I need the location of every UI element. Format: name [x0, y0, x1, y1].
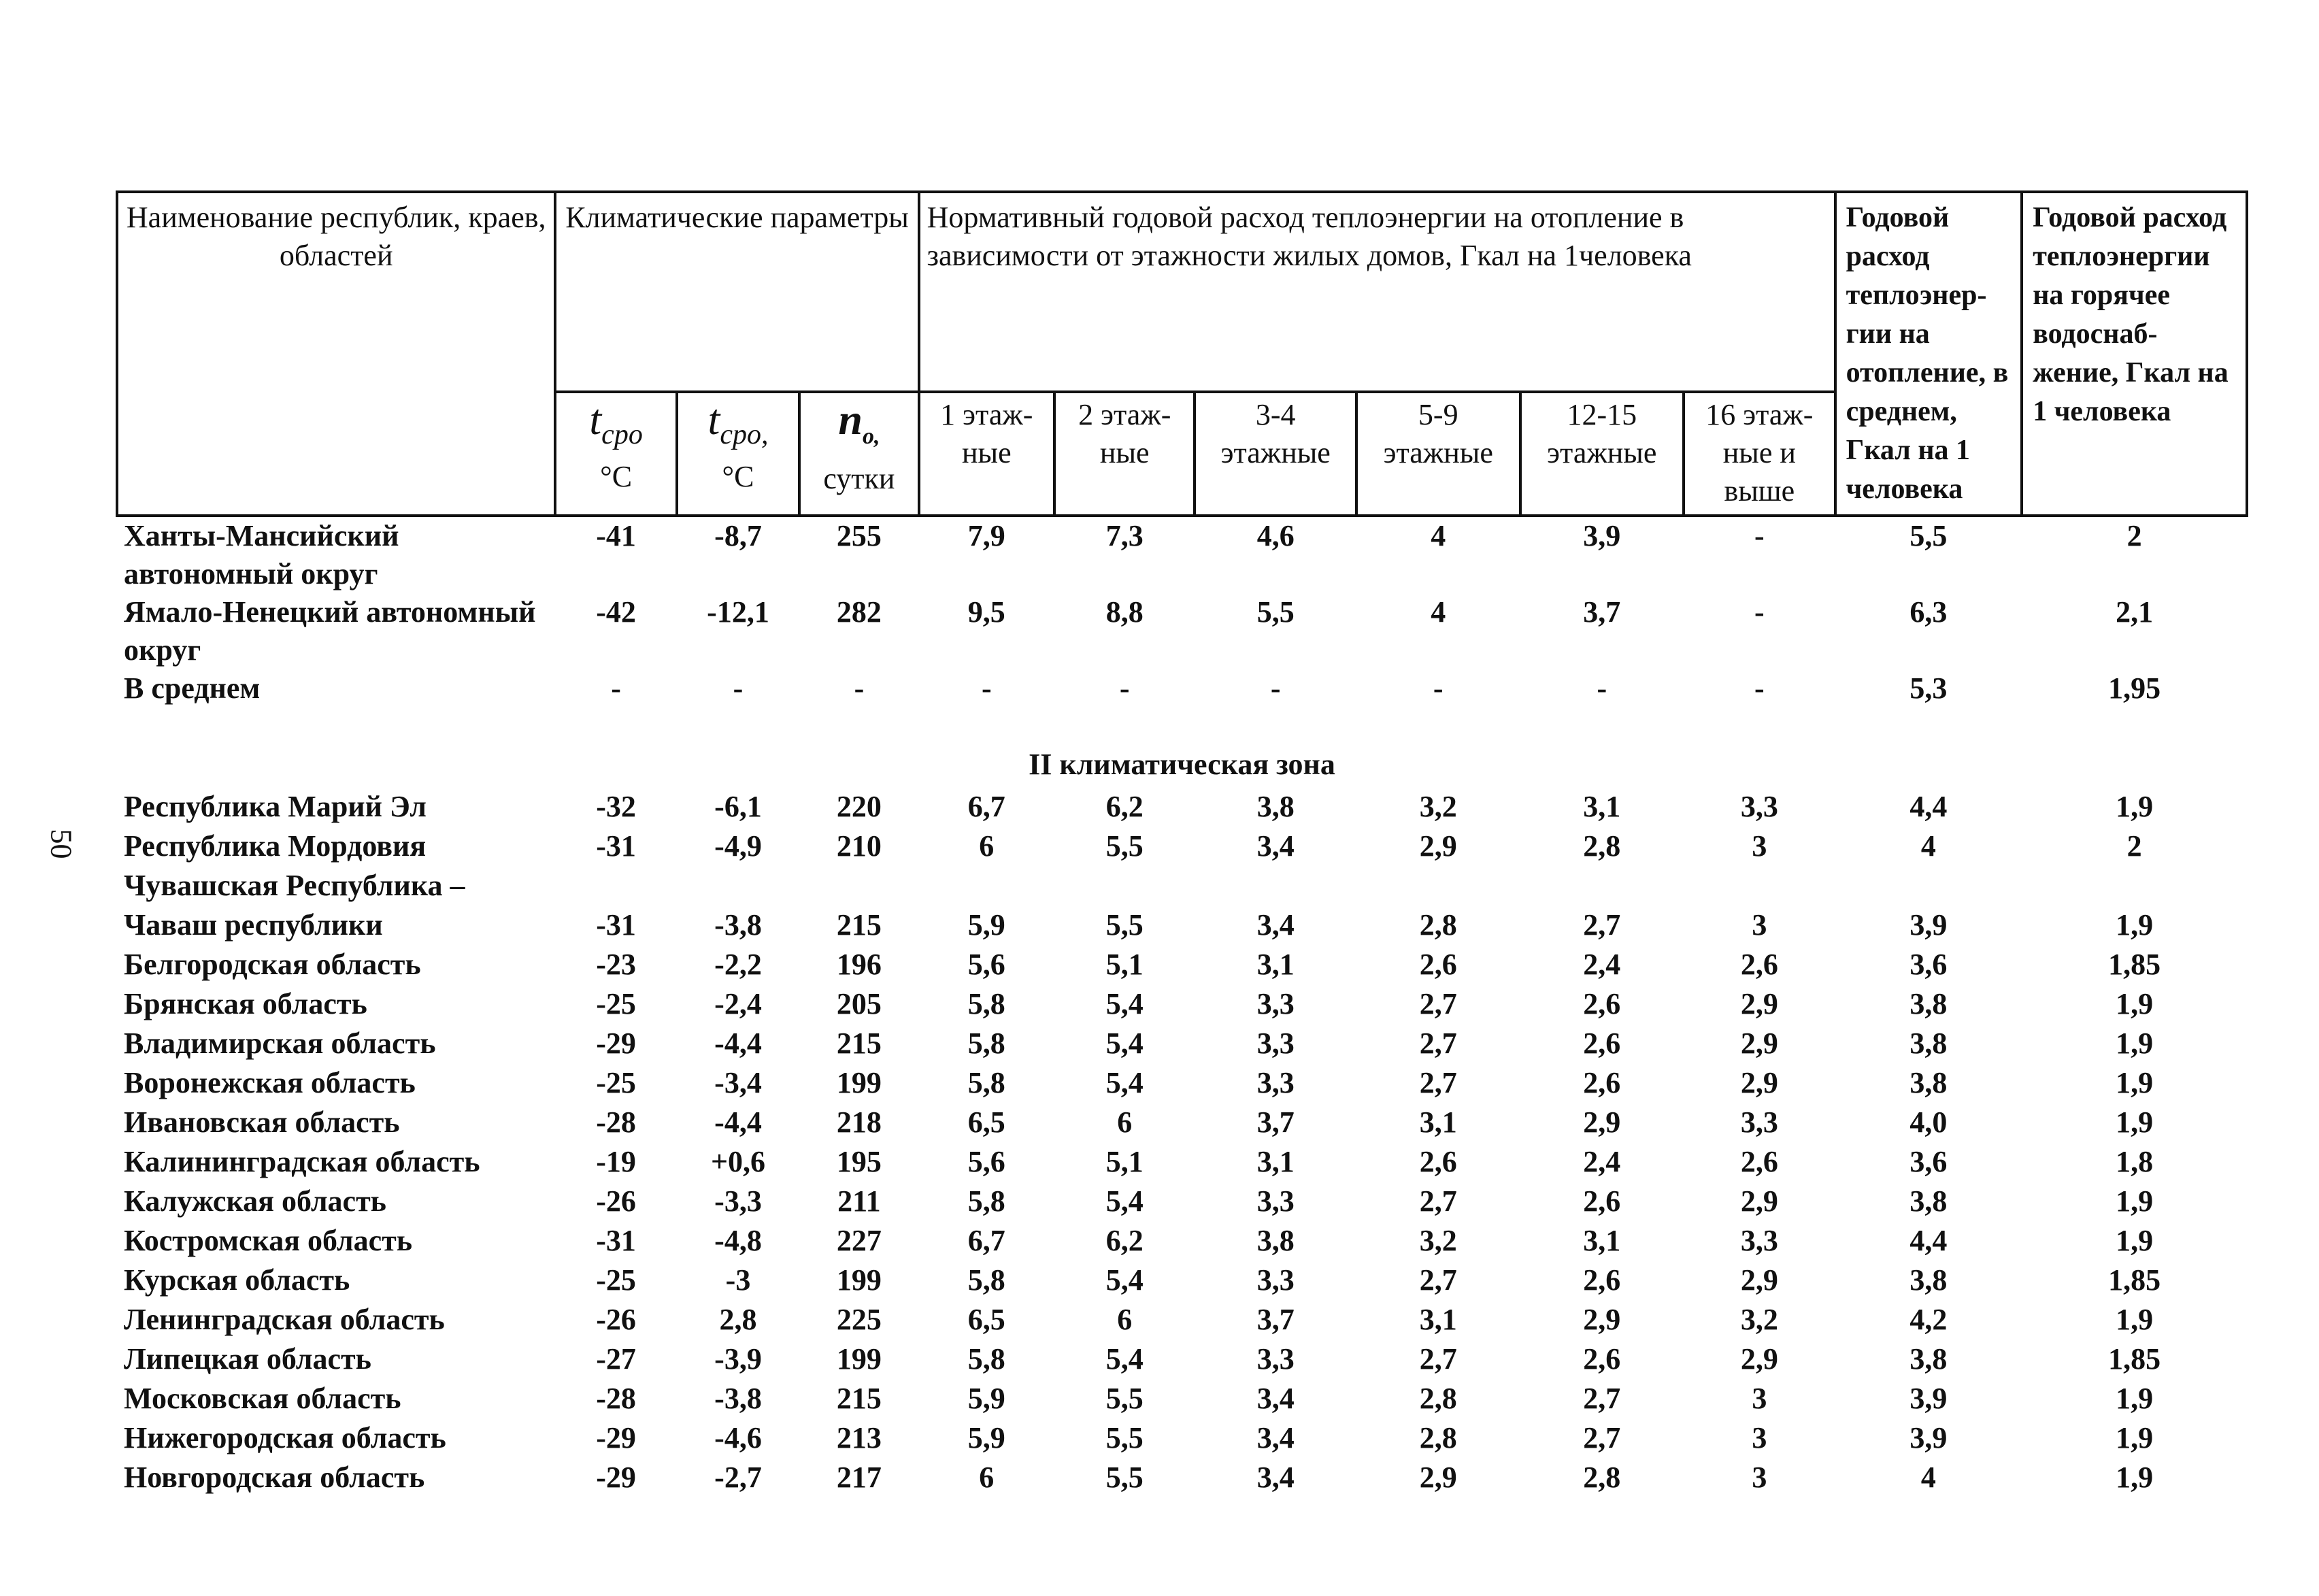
table-row	[117, 593, 2247, 669]
value-cell: 1,9	[2116, 1224, 2154, 1257]
value-cell: 2,8	[1419, 908, 1457, 942]
region-name: Брянская область	[124, 987, 367, 1020]
value-cell: -31	[596, 908, 636, 942]
table-body-top	[117, 516, 2247, 709]
value-cell: 2,7	[1419, 1263, 1457, 1297]
value-cell: 1,85	[2108, 1342, 2161, 1376]
value-cell: -	[1754, 595, 1765, 629]
value-cell: 3	[1752, 1382, 1767, 1415]
value-cell: 5,8	[967, 1027, 1005, 1060]
value-cell	[1520, 867, 1684, 906]
value-cell: 2,7	[1419, 1066, 1457, 1099]
value-cell: 199	[836, 1263, 882, 1297]
value-cell: -29	[596, 1421, 636, 1454]
value-cell: -	[611, 671, 621, 705]
value-cell: 3,9	[1909, 908, 1948, 942]
value-cell: 6,7	[967, 1224, 1005, 1257]
value-cell: -29	[596, 1461, 636, 1494]
table-row	[117, 985, 2247, 1025]
value-cell: -31	[596, 829, 636, 863]
region-name: Чувашская Республика –	[124, 869, 465, 902]
value-cell	[1054, 867, 1195, 906]
value-cell: 5,4	[1105, 987, 1144, 1020]
value-cell: 3,1	[1256, 948, 1295, 981]
value-cell: 5,5	[1105, 829, 1144, 863]
value-cell: 6,3	[1909, 595, 1948, 629]
value-cell: 2,7	[1583, 1421, 1621, 1454]
value-cell: 3,2	[1419, 1224, 1457, 1257]
table-row	[117, 1340, 2247, 1380]
value-cell: 3,4	[1256, 829, 1295, 863]
region-name: Ленинградская область	[124, 1303, 445, 1336]
table-row	[117, 1419, 2247, 1459]
value-cell: 4	[1920, 829, 1936, 863]
value-cell: 2,8	[1583, 1461, 1621, 1494]
table-row	[117, 946, 2247, 985]
value-cell: -12,1	[707, 595, 769, 629]
value-cell: 2,8	[1419, 1421, 1457, 1454]
value-cell: 6,2	[1105, 1224, 1144, 1257]
value-cell: 196	[836, 948, 882, 981]
value-cell: 2	[2126, 519, 2142, 552]
value-cell: -	[733, 671, 744, 705]
value-cell: 1,9	[2116, 790, 2154, 823]
value-cell: 282	[836, 595, 882, 629]
value-cell	[799, 867, 918, 906]
region-name: Ямало-Ненецкий автономный округ	[124, 595, 536, 667]
value-cell: 195	[836, 1145, 882, 1178]
region-name: Курская область	[124, 1263, 350, 1297]
region-name: Новгородская область	[124, 1461, 425, 1494]
value-cell: 217	[836, 1461, 882, 1494]
value-cell: 2,9	[1740, 1184, 1778, 1218]
value-cell: 3,3	[1256, 1342, 1295, 1376]
table-row	[117, 1143, 2247, 1182]
value-cell: -	[854, 671, 865, 705]
value-cell: -	[1270, 671, 1281, 705]
value-cell: 3,2	[1740, 1303, 1778, 1336]
value-cell: 1,95	[2108, 671, 2161, 705]
value-cell: 3,2	[1419, 790, 1457, 823]
table-row	[117, 669, 2247, 709]
value-cell: -27	[596, 1342, 636, 1376]
value-cell: -19	[596, 1145, 636, 1178]
table-row	[117, 1064, 2247, 1103]
value-cell: 2,6	[1583, 1263, 1621, 1297]
value-cell: 5,5	[1105, 1461, 1144, 1494]
value-cell: -2,4	[714, 987, 762, 1020]
value-cell: 1,9	[2116, 987, 2154, 1020]
value-cell: 8,8	[1105, 595, 1144, 629]
value-cell: 211	[837, 1184, 881, 1218]
value-cell: 6	[1117, 1303, 1133, 1336]
table-row	[117, 1222, 2247, 1261]
value-cell: 225	[836, 1303, 882, 1336]
value-cell	[555, 867, 676, 906]
value-cell: 3,3	[1256, 1184, 1295, 1218]
value-cell: 4	[1431, 519, 1446, 552]
value-cell: 199	[836, 1342, 882, 1376]
value-cell: 5,5	[1105, 908, 1144, 942]
value-cell: 2,9	[1740, 1027, 1778, 1060]
value-cell: 3,9	[1909, 1382, 1948, 1415]
value-cell: 2,9	[1740, 1342, 1778, 1376]
value-cell: 5,8	[967, 1263, 1005, 1297]
value-cell: -6,1	[714, 790, 762, 823]
header-floors-5-9: 5-9 этажные	[1356, 392, 1520, 516]
region-name: Калининградская область	[124, 1145, 480, 1178]
page-number: 50	[44, 829, 78, 859]
value-cell: 2,9	[1740, 987, 1778, 1020]
value-cell: -2,7	[714, 1461, 762, 1494]
value-cell: 5,8	[967, 987, 1005, 1020]
value-cell: 205	[836, 987, 882, 1020]
value-cell: 210	[836, 829, 882, 863]
value-cell: 5,5	[1909, 519, 1948, 552]
header-floors-3-4: 3-4 этажные	[1195, 392, 1356, 516]
value-cell: 4,0	[1909, 1105, 1948, 1139]
value-cell: 215	[836, 1027, 882, 1060]
value-cell: -8,7	[714, 519, 762, 552]
header-avg-heating: Годовой расход теплоэнер-гии на отопление, в среднем, Гкал на 1 человека	[1835, 192, 2022, 516]
table-row	[117, 1459, 2247, 1498]
value-cell: -3,8	[714, 908, 762, 942]
value-cell: 2,6	[1583, 1184, 1621, 1218]
value-cell: 2,9	[1419, 829, 1457, 863]
value-cell: 5,9	[967, 1382, 1005, 1415]
value-cell: 3,4	[1256, 908, 1295, 942]
region-name: Ивановская область	[124, 1105, 400, 1139]
value-cell: 2,9	[1740, 1263, 1778, 1297]
region-name: Чаваш республики	[124, 908, 383, 942]
value-cell: 3,3	[1740, 1105, 1778, 1139]
value-cell: 3,7	[1583, 595, 1621, 629]
value-cell: 1,85	[2108, 1263, 2161, 1297]
table-row	[117, 827, 2247, 867]
value-cell	[1195, 867, 1356, 906]
value-cell: 2	[2126, 829, 2142, 863]
value-cell: 1,85	[2108, 948, 2161, 981]
value-cell: 5,3	[1909, 671, 1948, 705]
value-cell: 2,7	[1419, 1342, 1457, 1376]
region-name: Белгородская область	[124, 948, 421, 981]
header-t-avg-1: $t_{cpo}$ °C	[555, 392, 676, 516]
value-cell: 3,6	[1909, 1145, 1948, 1178]
value-cell: 1,9	[2116, 1303, 2154, 1336]
value-cell: 255	[836, 519, 882, 552]
value-cell: 1,9	[2116, 1461, 2154, 1494]
value-cell: 5,5	[1105, 1421, 1144, 1454]
value-cell: 1,9	[2116, 1105, 2154, 1139]
value-cell: 3,3	[1740, 790, 1778, 823]
value-cell: -4,8	[714, 1224, 762, 1257]
value-cell: 215	[836, 1382, 882, 1415]
table-header	[117, 192, 2247, 516]
table-row	[117, 1261, 2247, 1301]
value-cell: 3,9	[1583, 519, 1621, 552]
value-cell: 2,7	[1583, 908, 1621, 942]
value-cell: 3	[1752, 908, 1767, 942]
value-cell: -	[1754, 519, 1765, 552]
value-cell: -3,8	[714, 1382, 762, 1415]
value-cell: 6,5	[967, 1105, 1005, 1139]
value-cell: -	[981, 671, 992, 705]
value-cell: 3	[1752, 1421, 1767, 1454]
value-cell: 220	[836, 790, 882, 823]
table-row	[117, 516, 2247, 593]
value-cell: 3	[1752, 1461, 1767, 1494]
value-cell: 2,4	[1583, 1145, 1621, 1178]
value-cell: 5,9	[967, 908, 1005, 942]
region-name: Московская область	[124, 1382, 401, 1415]
value-cell: 1,9	[2116, 908, 2154, 942]
value-cell: 3,4	[1256, 1421, 1295, 1454]
value-cell: -	[1119, 671, 1130, 705]
header-floors-1: 1 этаж-ные	[919, 392, 1054, 516]
value-cell: -25	[596, 1263, 636, 1297]
value-cell: 3,8	[1256, 1224, 1295, 1257]
value-cell: 2,6	[1583, 987, 1621, 1020]
value-cell: 3,4	[1256, 1382, 1295, 1415]
region-name: Ханты-Мансийский автономный округ	[124, 519, 399, 591]
value-cell: -2,2	[714, 948, 762, 981]
value-cell: 5,8	[967, 1184, 1005, 1218]
value-cell: 2,7	[1419, 1184, 1457, 1218]
value-cell: 6,5	[967, 1303, 1005, 1336]
value-cell: 4,4	[1909, 1224, 1948, 1257]
region-name: Республика Мордовия	[124, 829, 427, 863]
value-cell: 2,1	[2116, 595, 2154, 629]
region-name: Липецкая область	[124, 1342, 371, 1376]
value-cell: 2,7	[1583, 1382, 1621, 1415]
value-cell: 5,9	[967, 1421, 1005, 1454]
header-t-avg-2: $t_{cpo,}$ °C	[677, 392, 799, 516]
value-cell: 5,6	[967, 948, 1005, 981]
value-cell: 199	[836, 1066, 882, 1099]
zone-heading-group	[117, 709, 2247, 788]
value-cell: 4	[1920, 1461, 1936, 1494]
value-cell: 2,6	[1583, 1066, 1621, 1099]
value-cell: 5,5	[1105, 1382, 1144, 1415]
value-cell: 3,8	[1256, 790, 1295, 823]
value-cell: 3,3	[1256, 1263, 1295, 1297]
value-cell: 5,4	[1105, 1027, 1144, 1060]
value-cell: 4,6	[1256, 519, 1295, 552]
header-heating-norm: Нормативный годовой расход теплоэнергии на отопление в зависимости от этажности жилых домов, Гкал на 1человека	[919, 192, 1835, 392]
value-cell: 5,5	[1256, 595, 1295, 629]
value-cell: -3,3	[714, 1184, 762, 1218]
value-cell: 2,6	[1740, 1145, 1778, 1178]
header-floors-12-15: 12-15 этажные	[1520, 392, 1684, 516]
value-cell: -23	[596, 948, 636, 981]
value-cell: 3,8	[1909, 1027, 1948, 1060]
value-cell: -28	[596, 1382, 636, 1415]
value-cell: 3,7	[1256, 1303, 1295, 1336]
value-cell: 1,9	[2116, 1184, 2154, 1218]
value-cell	[677, 867, 799, 906]
value-cell: 2,6	[1583, 1342, 1621, 1376]
value-cell: -3	[725, 1263, 751, 1297]
header-climate-params: Климатические параметры	[555, 192, 918, 392]
value-cell: 2,8	[1583, 829, 1621, 863]
value-cell: -25	[596, 1066, 636, 1099]
table-row	[117, 1025, 2247, 1064]
value-cell	[1835, 867, 2022, 906]
header-floors-2: 2 этаж-ные	[1054, 392, 1195, 516]
value-cell: -29	[596, 1027, 636, 1060]
value-cell: 218	[836, 1105, 882, 1139]
value-cell: -26	[596, 1303, 636, 1336]
value-cell: 1,9	[2116, 1382, 2154, 1415]
value-cell: 1,8	[2116, 1145, 2154, 1178]
value-cell: 2,7	[1419, 1027, 1457, 1060]
value-cell: -	[1433, 671, 1444, 705]
value-cell: 2,6	[1583, 1027, 1621, 1060]
value-cell: 5,4	[1105, 1184, 1144, 1218]
value-cell: 2,9	[1740, 1066, 1778, 1099]
value-cell: 5,4	[1105, 1342, 1144, 1376]
value-cell: 3,3	[1256, 1066, 1295, 1099]
value-cell: 2,6	[1419, 1145, 1457, 1178]
value-cell: -32	[596, 790, 636, 823]
value-cell: 2,7	[1419, 987, 1457, 1020]
value-cell: 3,1	[1583, 1224, 1621, 1257]
value-cell: 3,3	[1256, 987, 1295, 1020]
table-row	[117, 906, 2247, 946]
value-cell: 3,3	[1256, 1027, 1295, 1060]
value-cell: 3,1	[1583, 790, 1621, 823]
table-row	[117, 1182, 2247, 1222]
value-cell: 3,8	[1909, 1342, 1948, 1376]
table-row	[117, 1103, 2247, 1143]
value-cell: -	[1597, 671, 1607, 705]
value-cell: 6	[979, 1461, 995, 1494]
region-name: Калужская область	[124, 1184, 386, 1218]
value-cell: -4,4	[714, 1027, 762, 1060]
value-cell: 2,6	[1419, 948, 1457, 981]
value-cell: 1,9	[2116, 1027, 2154, 1060]
value-cell: -4,6	[714, 1421, 762, 1454]
value-cell: 5,8	[967, 1342, 1005, 1376]
value-cell: 4,4	[1909, 790, 1948, 823]
region-name: Костромская область	[124, 1224, 413, 1257]
value-cell: 3,3	[1740, 1224, 1778, 1257]
value-cell: 215	[836, 908, 882, 942]
value-cell: 1,9	[2116, 1066, 2154, 1099]
value-cell: 2,8	[1419, 1382, 1457, 1415]
value-cell	[1684, 867, 1835, 906]
value-cell: 2,6	[1740, 948, 1778, 981]
value-cell: 3,7	[1256, 1105, 1295, 1139]
value-cell: 2,8	[719, 1303, 757, 1336]
value-cell: 213	[836, 1421, 882, 1454]
region-name: В среднем	[124, 671, 261, 705]
region-name: Республика Марий Эл	[124, 790, 427, 823]
value-cell: 227	[836, 1224, 882, 1257]
region-name: Владимирская область	[124, 1027, 436, 1060]
value-cell: 3,8	[1909, 1263, 1948, 1297]
value-cell: 3,8	[1909, 1184, 1948, 1218]
value-cell: 9,5	[967, 595, 1005, 629]
value-cell: -3,9	[714, 1342, 762, 1376]
value-cell	[1356, 867, 1520, 906]
region-name: Воронежская область	[124, 1066, 416, 1099]
value-cell: 2,4	[1583, 948, 1621, 981]
value-cell: -	[1754, 671, 1765, 705]
value-cell: -41	[596, 519, 636, 552]
value-cell: 5,1	[1105, 1145, 1144, 1178]
value-cell: 6,2	[1105, 790, 1144, 823]
value-cell: 5,4	[1105, 1263, 1144, 1297]
value-cell: 7,3	[1105, 519, 1144, 552]
header-floors-16-plus: 16 этаж-ные и выше	[1684, 392, 1835, 516]
value-cell: 3,4	[1256, 1461, 1295, 1494]
table-row	[117, 1380, 2247, 1419]
header-hot-water: Годовой расход теплоэнергии на горячее водоснаб-жение, Гкал на 1 человека	[2022, 192, 2247, 516]
value-cell: 3,8	[1909, 1066, 1948, 1099]
value-cell: 3,1	[1419, 1105, 1457, 1139]
value-cell: 3	[1752, 829, 1767, 863]
value-cell: -42	[596, 595, 636, 629]
value-cell: 6,7	[967, 790, 1005, 823]
value-cell: 7,9	[967, 519, 1005, 552]
value-cell: 3,6	[1909, 948, 1948, 981]
value-cell: 2,9	[1419, 1461, 1457, 1494]
header-region-name: Наименование республик, краев, областей	[117, 192, 555, 516]
value-cell: 2,9	[1583, 1303, 1621, 1336]
value-cell: 4,2	[1909, 1303, 1948, 1336]
value-cell: 1,9	[2116, 1421, 2154, 1454]
header-heating-days: $n_{o,}$ сутки	[799, 392, 918, 516]
region-name: Нижегородская область	[124, 1421, 446, 1454]
value-cell: 6	[1117, 1105, 1133, 1139]
table-row	[117, 867, 2247, 906]
table-row	[117, 788, 2247, 827]
value-cell: 5,8	[967, 1066, 1005, 1099]
value-cell: 3,8	[1909, 987, 1948, 1020]
value-cell: 2,9	[1583, 1105, 1621, 1139]
zone-ii-heading: II климатическая зона	[1029, 748, 1335, 781]
value-cell: 5,4	[1105, 1066, 1144, 1099]
value-cell: 5,1	[1105, 948, 1144, 981]
heating-norms-table	[116, 190, 2248, 1498]
value-cell: -28	[596, 1105, 636, 1139]
value-cell	[2022, 867, 2247, 906]
table-row	[117, 1301, 2247, 1340]
value-cell: +0,6	[710, 1145, 766, 1178]
value-cell: 6	[979, 829, 995, 863]
value-cell: 5,6	[967, 1145, 1005, 1178]
value-cell: -26	[596, 1184, 636, 1218]
value-cell	[919, 867, 1054, 906]
value-cell: -3,4	[714, 1066, 762, 1099]
table-body-zone-ii	[117, 788, 2247, 1498]
value-cell: -4,4	[714, 1105, 762, 1139]
value-cell: 3,1	[1419, 1303, 1457, 1336]
value-cell: -4,9	[714, 829, 762, 863]
value-cell: -31	[596, 1224, 636, 1257]
value-cell: -25	[596, 987, 636, 1020]
value-cell: 4	[1431, 595, 1446, 629]
value-cell: 3,9	[1909, 1421, 1948, 1454]
value-cell: 3,1	[1256, 1145, 1295, 1178]
